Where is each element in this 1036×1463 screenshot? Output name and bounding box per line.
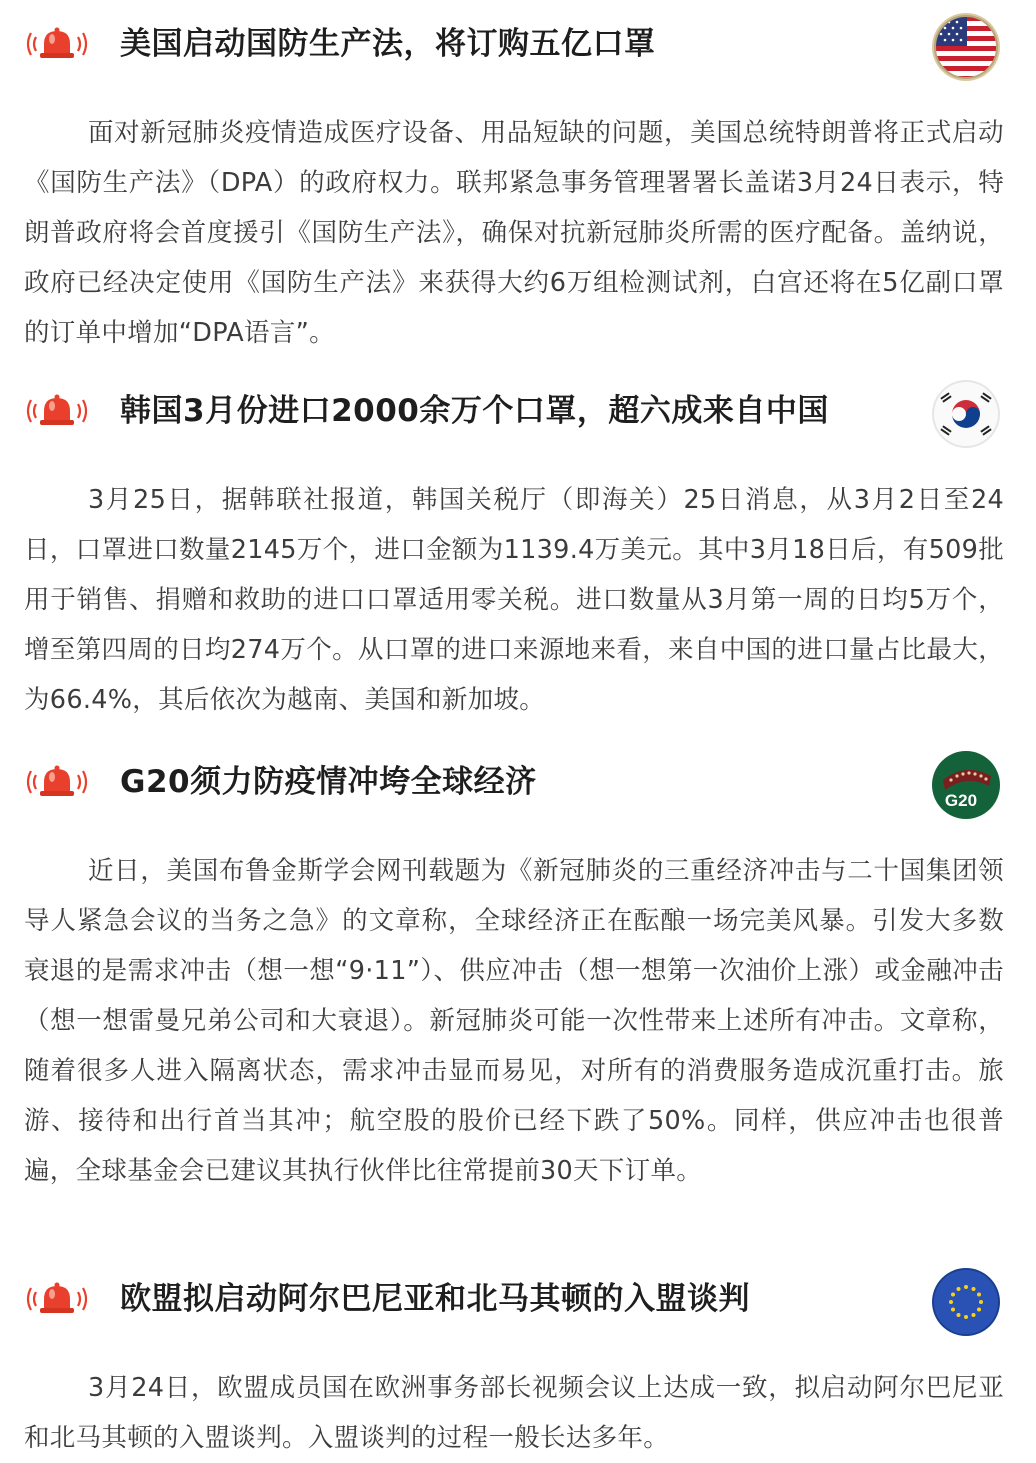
news-headline xyxy=(0,12,1036,82)
alarm-bell-icon xyxy=(22,24,92,64)
news-body: 3月25日，据韩联社报道，韩国关税厅（即海关）25日消息，从3月2日至24日，口罩进口数量2145万个，进口金额为1139.4万美元。其中3月18日后，有509批用于销售、捐赠和救助的进口口罩适用零关税。进口数量从3月第一周的日均5万个，增至第四周的日均274万个。从口罩的进口来源地来看，来自中国的进口量占比最大，为66.4%，其后依次为越南、美国和新加坡。 xyxy=(24,485,1004,715)
news-body: 3月24日，欧盟成员国在欧洲事务部长视频会议上达成一致，拟启动阿尔巴尼亚和北马其顿的入盟谈判。入盟谈判的过程一般长达多年。 xyxy=(24,1373,1004,1453)
news-headline xyxy=(0,1267,1036,1337)
news-item-g20 xyxy=(0,750,1036,1196)
alarm-bell-icon xyxy=(22,391,92,431)
news-item-usa xyxy=(0,12,1036,358)
alarm-bell-icon xyxy=(22,1279,92,1319)
news-body: 近日，美国布鲁金斯学会网刊载题为《新冠肺炎的三重经济冲击与二十国集团领导人紧急会议的当务之急》的文章称，全球经济正在酝酿一场完美风暴。引发大多数衰退的是需求冲击（想一想“9·11”）、供应冲击（想一想第一次油价上涨）或金融冲击（想一想雷曼兄弟公司和大衰退）。新冠肺炎可能一次性带来上述所有冲击。文章称，随着很多人进入隔离状态，需求冲击显而易见，对所有的消费服务造成沉重打击。旅游、接待和出行首当其冲；航空股的股价已经下跌了50%。同样，供应冲击也很普遍，全球基金会已建议其执行伙伴比往常提前30天下订单。 xyxy=(24,856,1004,1186)
news-title: 韩国3月份进口2000余万个口罩，超六成来自中国 xyxy=(120,393,829,429)
news-item-eu xyxy=(0,1267,1036,1463)
news-title: 美国启动国防生产法，将订购五亿口罩 xyxy=(120,26,656,62)
news-item-korea xyxy=(0,379,1036,725)
usa-flag-icon xyxy=(931,12,1001,82)
news-headline xyxy=(0,750,1036,820)
alarm-bell-icon xyxy=(22,762,92,802)
news-body: 面对新冠肺炎疫情造成医疗设备、用品短缺的问题，美国总统特朗普将正式启动《国防生产法》（DPA）的政府权力。联邦紧急事务管理署署长盖诺3月24日表示，特朗普政府将会首度援引《国防生产法》，确保对抗新冠肺炎所需的医疗配备。盖纳说，政府已经决定使用《国防生产法》来获得大约6万组检测试剂，白宫还将在5亿副口罩的订单中增加“DPA语言”。 xyxy=(24,118,1004,348)
g20-logo-icon xyxy=(931,750,1001,820)
south-korea-flag-icon xyxy=(931,379,1001,449)
eu-flag-icon xyxy=(931,1267,1001,1337)
news-title: 欧盟拟启动阿尔巴尼亚和北马其顿的入盟谈判 xyxy=(120,1281,750,1317)
news-headline xyxy=(0,379,1036,449)
g20-logo-text: G20 xyxy=(944,791,978,810)
news-title: G20须力防疫情冲垮全球经济 xyxy=(120,764,537,800)
